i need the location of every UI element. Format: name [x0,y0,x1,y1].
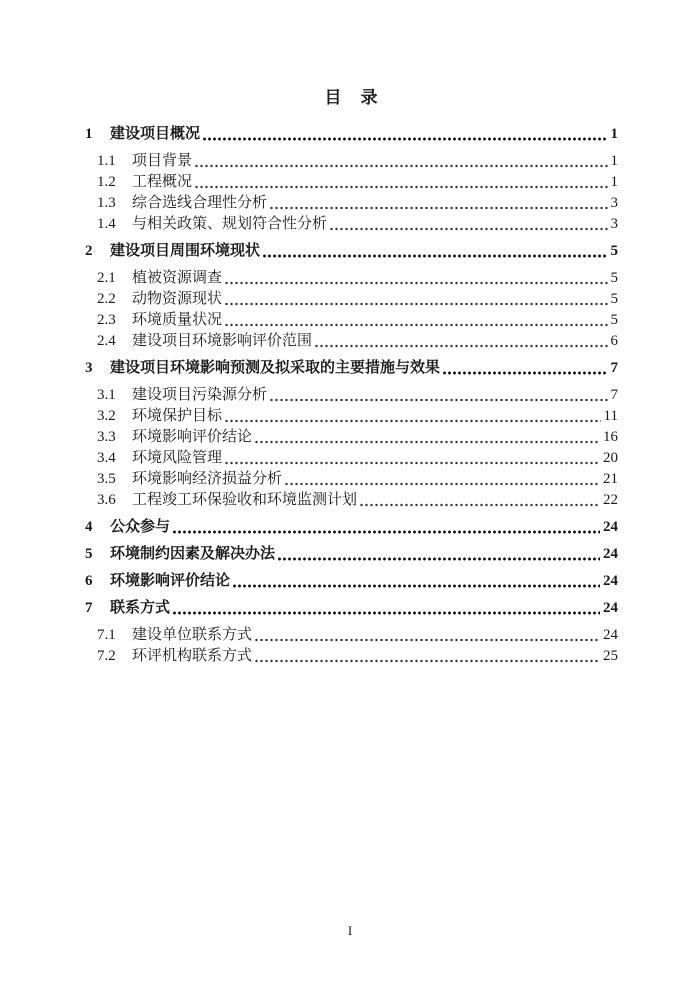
toc-entry-label: 动物资源现状 [132,291,223,307]
dot-leader [254,427,600,448]
toc-entry-page: 16 [603,429,618,445]
toc-row [85,214,618,235]
toc-entry-page: 5 [610,291,618,307]
dot-leader [194,151,607,172]
toc-row [85,448,618,469]
dot-leader [329,214,607,235]
toc-entry-page: 7 [610,387,618,403]
toc-entry-label: 建设项目污染源分析 [132,387,268,403]
toc-entry-label: 环境影响经济损益分析 [132,471,283,487]
toc-entry-number: 6 [85,573,93,589]
toc-row [85,385,618,406]
toc-entry-number: 3.3 [97,429,116,445]
toc-entry-number: 7 [85,600,93,616]
dot-leader [359,490,600,511]
dot-leader [194,172,607,193]
toc-row [85,331,618,352]
dot-leader [172,598,600,619]
toc-entry-number: 3.2 [97,408,116,424]
dot-leader [442,358,607,379]
toc-entry-number: 1.1 [97,153,116,169]
toc-row [85,268,618,289]
toc-row [85,571,618,592]
dot-leader [269,385,607,406]
dot-leader [284,469,600,490]
toc-entry-page: 24 [603,573,618,589]
toc-entry-label: 环境质量状况 [132,312,223,328]
dot-leader [269,193,607,214]
toc-entry-number: 3 [85,360,93,376]
dot-leader [232,571,600,592]
toc-entry-page: 24 [603,519,618,535]
toc-entry-label: 建设单位联系方式 [132,627,253,643]
toc-row [85,193,618,214]
toc-entry-number: 1.3 [97,195,116,211]
toc-entry-label: 与相关政策、规划符合性分析 [132,216,328,232]
toc-entry-page: 5 [610,312,618,328]
toc-entry-page: 5 [610,243,618,259]
toc-entry-label: 环境影响评价结论 [110,573,231,589]
dot-leader [277,544,600,565]
toc-entry-number: 3.5 [97,471,116,487]
dot-leader [224,406,601,427]
toc-row [85,490,618,511]
toc-row [85,310,618,331]
toc-entry-number: 3.6 [97,492,116,508]
toc-entry-page: 25 [603,648,618,664]
toc-entry-page: 1 [610,126,618,142]
toc-entry-number: 2.2 [97,291,116,307]
toc-entry-page: 24 [603,600,618,616]
toc-entry-number: 3.1 [97,387,116,403]
toc-row [85,517,618,538]
toc-row [85,172,618,193]
toc-entry-number: 1.4 [97,216,116,232]
dot-leader [254,646,600,667]
toc-entry-number: 4 [85,519,93,535]
toc-entry-label: 环境影响评价结论 [132,429,253,445]
toc-entry-label: 联系方式 [110,600,171,616]
dot-leader [262,241,607,262]
toc-entry-page: 1 [610,153,618,169]
toc-row [85,646,618,667]
dot-leader [202,124,607,145]
toc-row [85,598,618,619]
toc-entry-page: 20 [603,450,618,466]
toc-entry-label: 建设项目概况 [110,126,201,142]
toc-row [85,427,618,448]
toc-entry-page: 24 [603,546,618,562]
toc-entry-label: 工程竣工环保验收和环境监测计划 [132,492,358,508]
dot-leader [224,448,600,469]
toc-entry-page: 21 [603,471,618,487]
toc-row [85,358,618,379]
toc-entry-number: 5 [85,546,93,562]
toc-entry-label: 建设项目周围环境现状 [110,243,261,259]
footer-page-number: I [347,923,353,938]
toc-row [85,406,618,427]
dot-leader [224,268,607,289]
toc-entry-number: 2.4 [97,333,116,349]
toc-entry-number: 1.2 [97,174,116,190]
toc-row [85,124,618,145]
dot-leader [224,310,607,331]
toc-entry-page: 22 [603,492,618,508]
toc-entry-page: 6 [610,333,618,349]
toc-entry-label: 项目背景 [132,153,193,169]
toc-entry-number: 7.2 [97,648,116,664]
toc-entry-label: 建设项目环境影响评价范围 [132,333,313,349]
toc-entry-label: 建设项目环境影响预测及拟采取的主要措施与效果 [110,360,441,376]
page-title: 目 录 [324,88,379,107]
toc-entry-number: 3.4 [97,450,116,466]
toc-entry-label: 环境保护目标 [132,408,223,424]
toc-row [85,241,618,262]
dot-leader [314,331,607,352]
toc-entry-number: 2.1 [97,270,116,286]
toc-entry-page: 11 [603,408,618,424]
toc-entry-page: 3 [610,216,618,232]
toc-entry-number: 1 [85,126,93,142]
toc-row [85,289,618,310]
toc-row [85,544,618,565]
toc-entry-label: 环评机构联系方式 [132,648,253,664]
dot-leader [254,625,600,646]
dot-leader [172,517,600,538]
toc-entry-label: 公众参与 [110,519,171,535]
toc-entry-page: 3 [610,195,618,211]
toc-entry-label: 综合选线合理性分析 [132,195,268,211]
toc-entry-page: 5 [610,270,618,286]
toc-row [85,469,618,490]
toc-entry-label: 环境风险管理 [132,450,223,466]
toc-entry-label: 植被资源调查 [132,270,223,286]
table-of-contents [85,118,618,667]
toc-entry-number: 7.1 [97,627,116,643]
toc-row [85,151,618,172]
toc-row [85,625,618,646]
toc-entry-page: 24 [603,627,618,643]
toc-entry-number: 2.3 [97,312,116,328]
toc-entry-label: 环境制约因素及解决办法 [110,546,276,562]
toc-entry-page: 7 [610,360,618,376]
toc-entry-label: 工程概况 [132,174,193,190]
toc-entry-number: 2 [85,243,93,259]
dot-leader [224,289,607,310]
toc-entry-page: 1 [610,174,618,190]
